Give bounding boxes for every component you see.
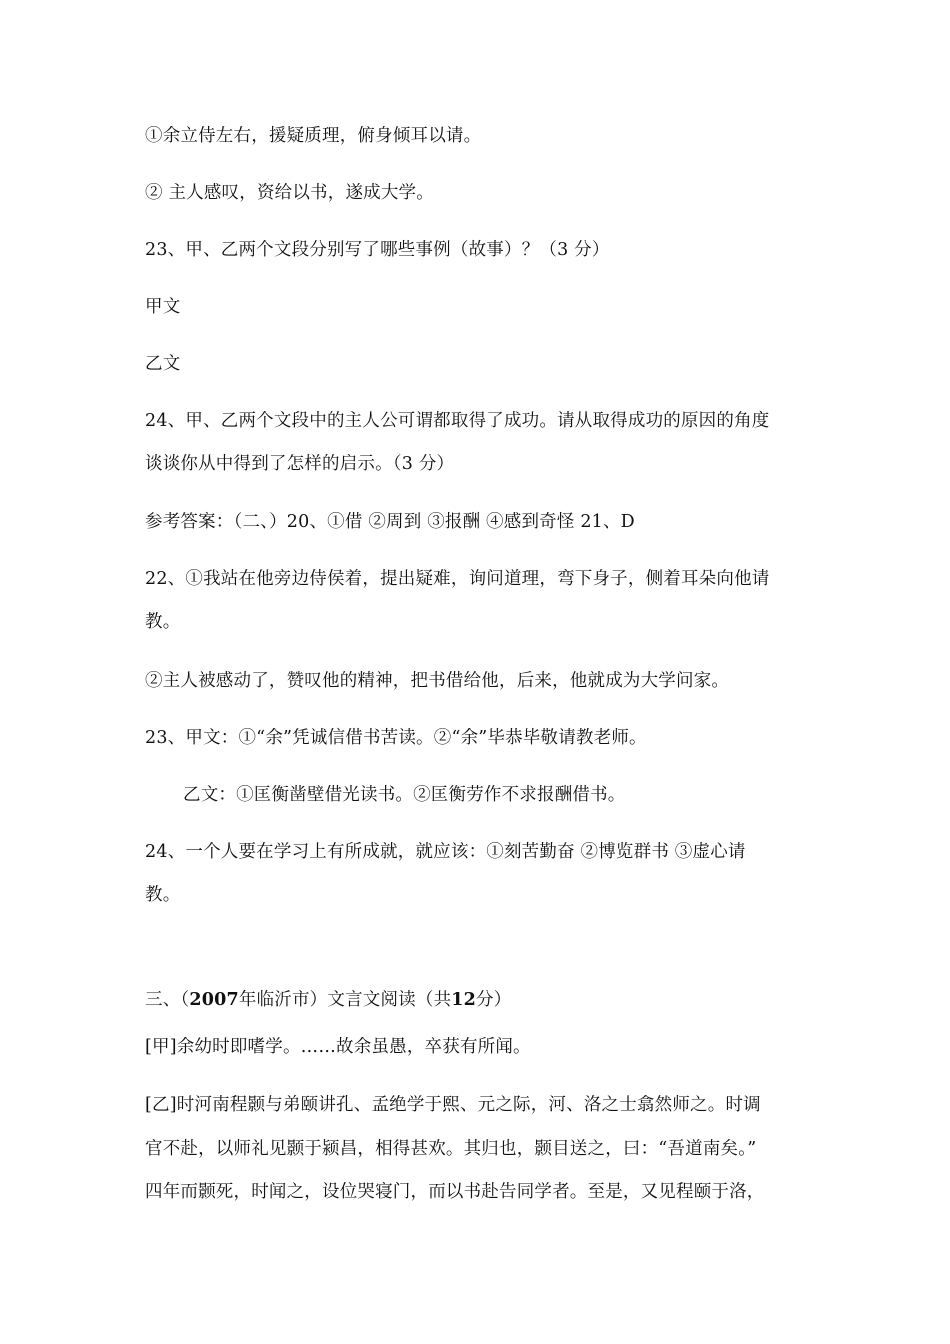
text-line-1: ①余立侍左右，援疑质理，俯身倾耳以请。 — [145, 126, 482, 146]
answer-24-line-1: 24、一个人要在学习上有所成就，就应该：①刻苦勤奋 ②博览群书 ③虚心请 — [145, 842, 746, 862]
passage-yi-line-2: 官不赴，以师礼见颢于颍昌，相得甚欢。其归也，颢目送之，曰：“吾道南矣。” — [145, 1139, 757, 1159]
section-3-year: 2007 — [189, 990, 239, 1010]
question-23: 23、甲、乙两个文段分别写了哪些事例（故事）？（3 分） — [145, 240, 610, 260]
passage-yi-line-1: [乙]时河南程颢与弟颐讲孔、孟绝学于熙、元之际，河、洛之士翕然师之。时调 — [145, 1095, 761, 1115]
text-line-2: ② 主人感叹，资给以书，遂成大学。 — [145, 183, 434, 203]
answer-22-line-1: 22、①我站在他旁边侍侯着，提出疑难，询问道理，弯下身子，侧着耳朵向他请 — [145, 569, 770, 589]
answer-22-line-2: 教。 — [145, 612, 181, 632]
question-24-line-2: 谈谈你从中得到了怎样的启示。（3 分） — [145, 454, 455, 474]
answer-label-jia: 甲文 — [145, 297, 181, 317]
passage-yi-line-3: 四年而颢死，时闻之，设位哭寝门，而以书赴告同学者。至是，又见程颐于洛， — [145, 1182, 765, 1202]
section-3-heading — [145, 988, 511, 1012]
section-3-score: 12 — [451, 990, 477, 1010]
section-3-middle: 年临沂市）文言文阅读（共 — [238, 990, 452, 1010]
passage-jia: [甲]余幼时即嗜学。……故余虽愚，卒获有所闻。 — [145, 1037, 531, 1057]
answer-24-line-2: 教。 — [145, 885, 181, 905]
answer-23-yi: 乙文：①匡衡凿壁借光读书。②匡衡劳作不求报酬借书。 — [183, 785, 626, 805]
section-3-prefix: 三、（ — [145, 990, 190, 1010]
question-24-line-1: 24、甲、乙两个文段中的主人公可谓都取得了成功。请从取得成功的原因的角度 — [145, 411, 770, 431]
answer-22-part-2: ②主人被感动了，赞叹他的精神，把书借给他，后来，他就成为大学问家。 — [145, 671, 730, 691]
reference-answer: 参考答案：（二、）20、①借 ②周到 ③报酬 ④感到奇怪 21、D — [145, 512, 635, 532]
section-3-suffix: 分） — [476, 990, 512, 1010]
answer-23-jia: 23、甲文：①“余”凭诚信借书苦读。②“余”毕恭毕敬请教老师。 — [145, 728, 647, 748]
answer-label-yi: 乙文 — [145, 354, 181, 374]
